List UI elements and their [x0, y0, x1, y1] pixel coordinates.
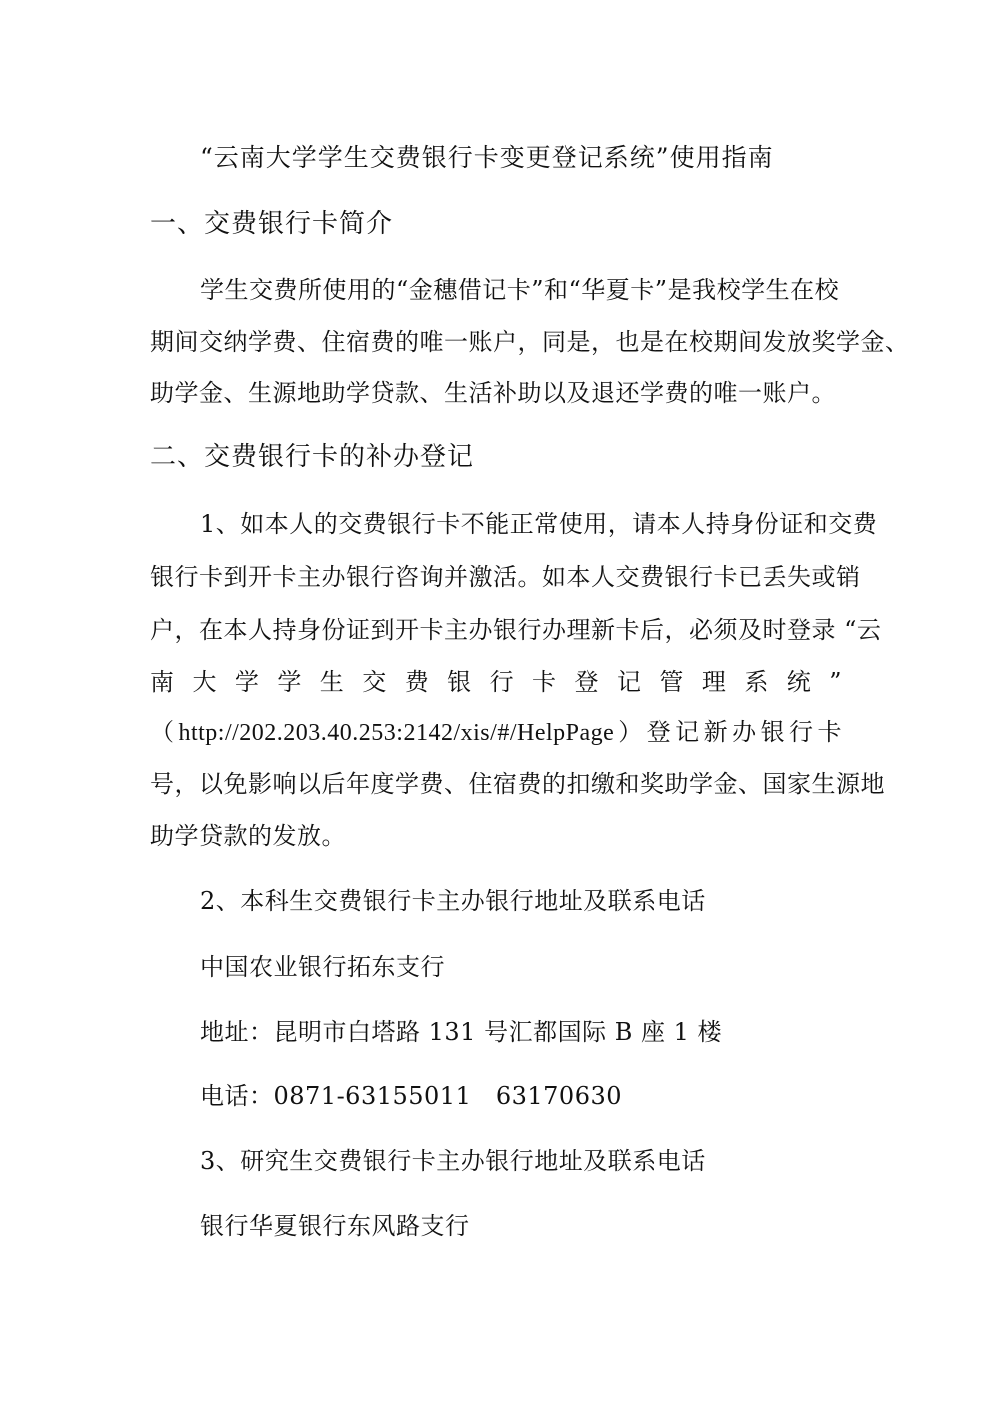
paragraph-line: 期间交纳学费、住宿费的唯一账户，同是，也是在校期间发放奖学金、 — [150, 328, 910, 356]
paragraph-line: 学生交费所使用的“金穗借记卡”和“华夏卡”是我校学生在校 — [200, 276, 840, 304]
graduate-bank-heading: 3、研究生交费银行卡主办银行地址及联系电话 — [200, 1147, 706, 1175]
section-heading-reissue: 二、交费银行卡的补办登记 — [150, 442, 475, 472]
undergrad-bank-heading: 2、本科生交费银行卡主办银行地址及联系电话 — [200, 887, 706, 915]
system-url-line: （http://202.203.40.253:2142/xis/#/HelpPage）登记新办银行卡 — [150, 720, 842, 746]
undergrad-bank-phone: 电话：0871-63155011 63170630 — [200, 1082, 622, 1110]
paragraph-line: 户，在本人持身份证到开卡主办银行办理新卡后，必须及时登录 “云 — [150, 616, 882, 644]
paragraph-line: 助学贷款的发放。 — [150, 822, 346, 850]
undergrad-bank-name: 中国农业银行拓东支行 — [200, 953, 445, 981]
document-title: “云南大学学生交费银行卡变更登记系统”使用指南 — [200, 143, 774, 172]
graduate-bank-name: 银行华夏银行东风路支行 — [200, 1212, 470, 1240]
section-heading-intro: 一、交费银行卡简介 — [150, 209, 394, 239]
paragraph-line: 1、如本人的交费银行卡不能正常使用，请本人持身份证和交费 — [200, 510, 878, 538]
paragraph-line: 银行卡到开卡主办银行咨询并激活。如本人交费银行卡已丢失或销 — [150, 563, 861, 591]
undergrad-bank-address: 地址：昆明市白塔路 131 号汇都国际 B 座 1 楼 — [200, 1018, 722, 1046]
paragraph-line: 助学金、生源地助学贷款、生活补助以及退还学费的唯一账户。 — [150, 379, 836, 407]
paragraph-line: 号，以免影响以后年度学费、住宿费的扣缴和奖助学金、国家生源地 — [150, 770, 885, 798]
paragraph-line: 南 大 学 学 生 交 费 银 行 卡 登 记 管 理 系 统 ” — [150, 668, 842, 696]
